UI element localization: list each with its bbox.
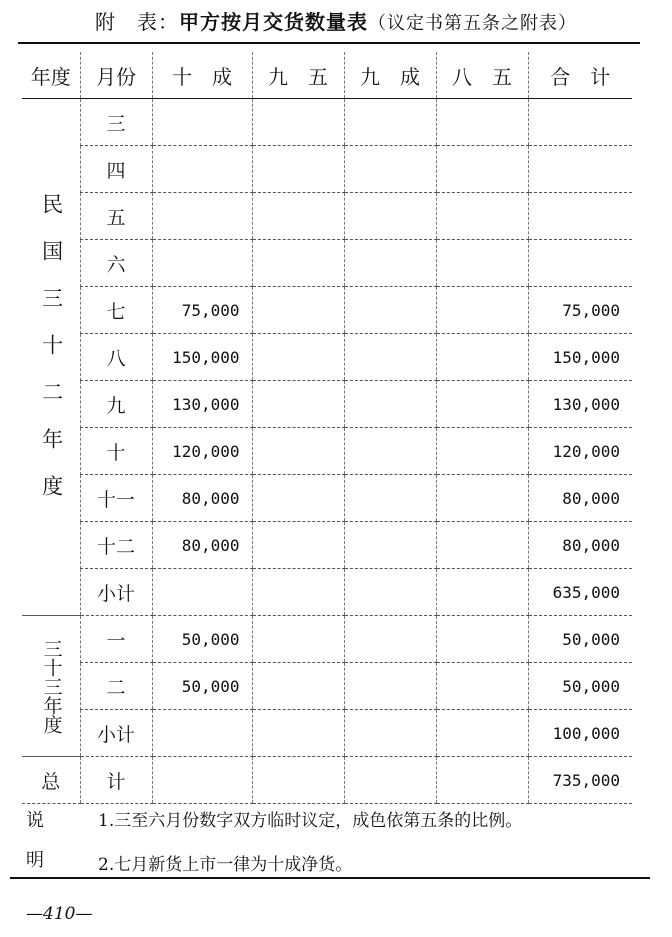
table-row <box>22 287 632 334</box>
cell-total <box>528 240 632 287</box>
month-cell: 十 <box>80 428 152 475</box>
top-rule <box>18 42 640 44</box>
cell-95 <box>252 616 344 663</box>
cell-total: 50,000 <box>528 663 632 710</box>
title-sub: （议定书第五条之附表） <box>368 13 577 34</box>
grand-total-value: 735,000 <box>528 757 632 804</box>
cell-100 <box>152 193 252 240</box>
header-col-95: 九 五 <box>252 52 344 99</box>
header-month: 月份 <box>80 52 152 99</box>
cell-100: 50,000 <box>152 616 252 663</box>
cell-95 <box>252 522 344 569</box>
table-row <box>22 663 632 710</box>
cell-total <box>528 193 632 240</box>
cell-85 <box>436 146 528 193</box>
subtotal-row <box>22 569 632 616</box>
cell-total: 80,000 <box>528 475 632 522</box>
month-cell: 七 <box>80 287 152 334</box>
table-row <box>22 616 632 663</box>
title-label: 附 表： <box>95 10 179 34</box>
table-row <box>22 99 632 146</box>
cell-85 <box>436 475 528 522</box>
total-label-b: 计 <box>80 757 152 804</box>
header-year: 年度 <box>22 52 80 99</box>
cell-100: 75,000 <box>152 287 252 334</box>
year-cell-1: 民国三十二年度 <box>22 99 80 616</box>
cell-90 <box>344 475 436 522</box>
cell-100: 150,000 <box>152 334 252 381</box>
month-cell: 十二 <box>80 522 152 569</box>
cell-90 <box>344 287 436 334</box>
cell-100 <box>152 569 252 616</box>
cell-95 <box>252 240 344 287</box>
cell-90 <box>344 193 436 240</box>
cell-100: 120,000 <box>152 428 252 475</box>
table-row <box>22 522 632 569</box>
grand-total-row <box>22 757 632 804</box>
month-cell: 小计 <box>80 569 152 616</box>
cell-90 <box>344 146 436 193</box>
cell-95 <box>252 428 344 475</box>
header-row <box>22 52 632 99</box>
table-row <box>22 381 632 428</box>
cell-90 <box>344 663 436 710</box>
cell-100 <box>152 99 252 146</box>
notes-label-1: 说 <box>26 810 44 831</box>
month-cell: 十一 <box>80 475 152 522</box>
month-cell: 二 <box>80 663 152 710</box>
cell-total: 75,000 <box>528 287 632 334</box>
cell-90 <box>344 99 436 146</box>
cell-100: 80,000 <box>152 475 252 522</box>
cell-95 <box>252 287 344 334</box>
table-row <box>22 475 632 522</box>
cell-100: 80,000 <box>152 522 252 569</box>
month-cell: 八 <box>80 334 152 381</box>
cell-85 <box>436 99 528 146</box>
cell-85 <box>436 428 528 475</box>
cell-total: 80,000 <box>528 522 632 569</box>
table-row <box>22 240 632 287</box>
cell-total <box>528 146 632 193</box>
bottom-rule <box>10 877 650 879</box>
header-col-100: 十 成 <box>152 52 252 99</box>
month-cell: 四 <box>80 146 152 193</box>
table-row <box>22 334 632 381</box>
cell-85 <box>436 240 528 287</box>
table-row <box>22 193 632 240</box>
cell-100 <box>152 146 252 193</box>
cell-90 <box>344 381 436 428</box>
month-cell: 一 <box>80 616 152 663</box>
cell-100 <box>152 240 252 287</box>
cell-95 <box>252 99 344 146</box>
note-1: 1.三至六月份数字双方临时议定，成色依第五条的比例。 <box>98 811 523 831</box>
header-col-90: 九 成 <box>344 52 436 99</box>
cell-total: 50,000 <box>528 616 632 663</box>
cell-90 <box>344 334 436 381</box>
cell-90 <box>344 428 436 475</box>
delivery-table <box>22 52 632 804</box>
notes-label-2: 明 <box>26 850 44 871</box>
month-cell: 五 <box>80 193 152 240</box>
total-label-a: 总 <box>22 757 80 804</box>
cell-90 <box>344 240 436 287</box>
table-row <box>22 428 632 475</box>
cell-95 <box>252 475 344 522</box>
cell-95 <box>252 334 344 381</box>
cell-95 <box>252 569 344 616</box>
month-cell: 小计 <box>80 710 152 757</box>
cell-95 <box>252 663 344 710</box>
cell-total: 120,000 <box>528 428 632 475</box>
cell-90 <box>344 616 436 663</box>
cell-85 <box>436 616 528 663</box>
cell-total: 150,000 <box>528 334 632 381</box>
month-cell: 九 <box>80 381 152 428</box>
cell-85 <box>436 381 528 428</box>
cell-total: 635,000 <box>528 569 632 616</box>
cell-total <box>528 99 632 146</box>
cell-85 <box>436 287 528 334</box>
cell-85 <box>436 663 528 710</box>
note-2: 2.七月新货上市一律为十成净货。 <box>98 855 353 875</box>
cell-100 <box>152 710 252 757</box>
year-cell-2: 三十三年度 <box>22 616 80 757</box>
cell-100: 130,000 <box>152 381 252 428</box>
cell-90 <box>344 522 436 569</box>
table-title <box>0 6 672 35</box>
page-number: —410— <box>26 904 93 924</box>
cell-total: 100,000 <box>528 710 632 757</box>
cell-100: 50,000 <box>152 663 252 710</box>
cell-95 <box>252 381 344 428</box>
table-row <box>22 146 632 193</box>
subtotal-row <box>22 710 632 757</box>
cell-95 <box>252 193 344 240</box>
month-cell: 六 <box>80 240 152 287</box>
month-cell: 三 <box>80 99 152 146</box>
cell-95 <box>252 710 344 757</box>
cell-95 <box>252 146 344 193</box>
cell-90 <box>344 710 436 757</box>
cell-90 <box>344 569 436 616</box>
header-col-85: 八 五 <box>436 52 528 99</box>
cell-85 <box>436 710 528 757</box>
cell-85 <box>436 569 528 616</box>
cell-85 <box>436 334 528 381</box>
cell-total: 130,000 <box>528 381 632 428</box>
header-total: 合 计 <box>528 52 632 99</box>
title-main: 甲方按月交货数量表 <box>179 10 368 34</box>
cell-85 <box>436 522 528 569</box>
cell-85 <box>436 193 528 240</box>
